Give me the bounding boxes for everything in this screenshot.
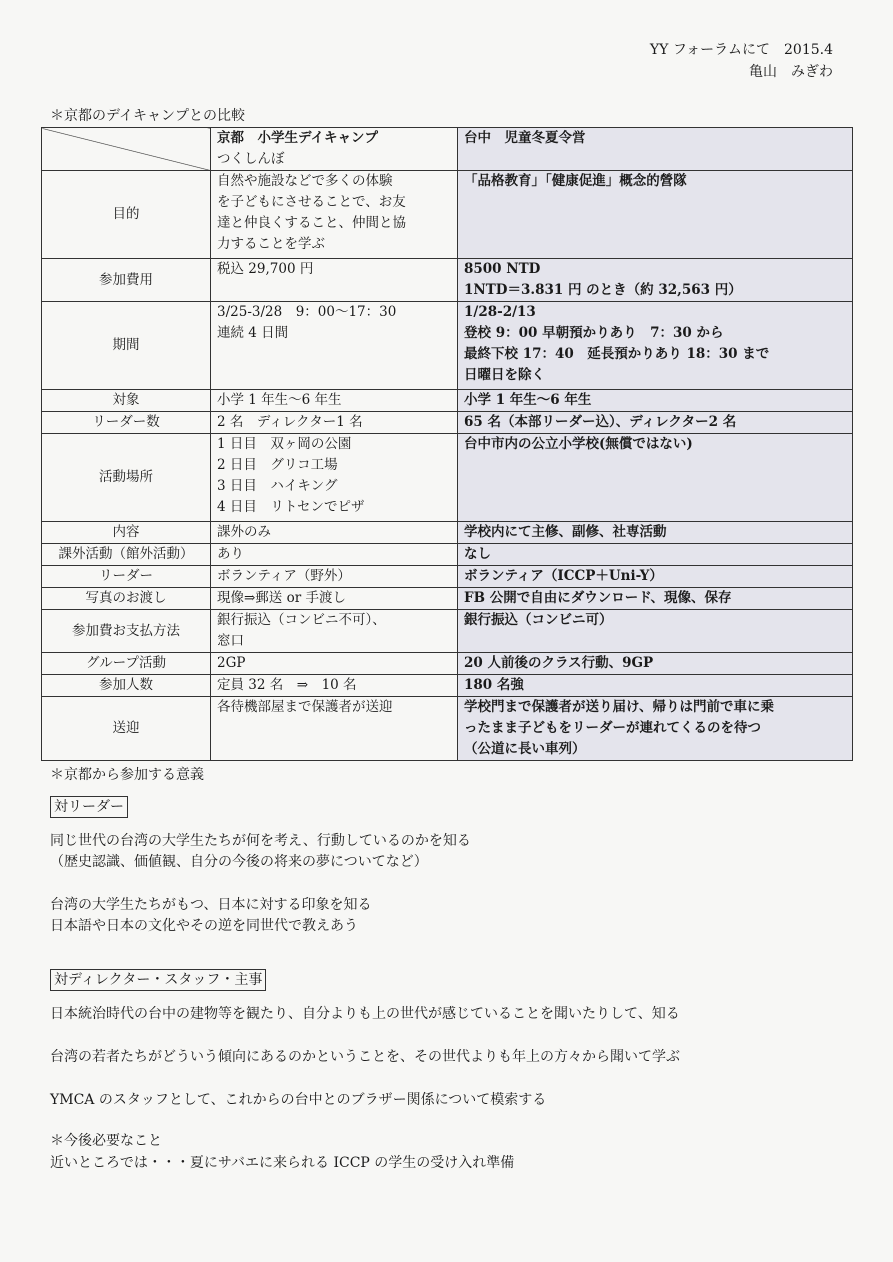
staff-heading: 対ディレクター・スタッフ・主事	[50, 969, 266, 991]
table-row	[42, 302, 853, 390]
taichung-cell	[458, 434, 853, 522]
staff-line: YMCA のスタッフとして、これからの台中とのブラザー関係について模索する	[50, 1092, 547, 1108]
cell-line: 登校 9：00 早朝預かりあり 7：30 から	[464, 325, 724, 341]
kyoto-cell	[211, 171, 458, 259]
cell-line: 20 人前後のクラス行動、9GP	[464, 655, 654, 671]
taichung-cell	[458, 610, 853, 653]
row-label: 送迎	[42, 697, 211, 761]
taichung-cell	[458, 544, 853, 566]
cell-line: 学校門まで保護者が送り届け、帰りは門前で車に乗	[464, 699, 774, 715]
cell-line: つくしんぼ	[217, 151, 285, 167]
cell-line: 京都 小学生デイキャンプ	[217, 130, 379, 146]
taichung-cell	[458, 697, 853, 761]
kyoto-cell	[211, 259, 458, 302]
kyoto-cell	[211, 522, 458, 544]
kyoto-cell	[211, 653, 458, 675]
kyoto-cell	[211, 697, 458, 761]
cell-line: 力することを学ぶ	[217, 236, 325, 252]
cell-line: 自然や施設などで多くの体験	[217, 173, 393, 189]
cell-line: 「品格教育」「健康促進」概念的營隊	[464, 173, 687, 189]
cell-line: 学校内にて主修、副修、社専活動	[464, 524, 667, 540]
cell-line: 銀行振込（コンビニ不可）、	[217, 612, 386, 628]
cell-line: なし	[464, 546, 491, 562]
table-row	[42, 610, 853, 653]
taichung-cell	[458, 653, 853, 675]
kyoto-cell	[211, 588, 458, 610]
table-row	[42, 390, 853, 412]
cell-line: 税込 29,700 円	[217, 261, 314, 277]
taichung-cell	[458, 412, 853, 434]
kyoto-cell	[211, 566, 458, 588]
table-row	[42, 412, 853, 434]
cell-line: 2GP	[217, 655, 246, 671]
row-label: 期間	[42, 302, 211, 390]
cell-line: 小学 1 年生〜6 年生	[464, 392, 592, 408]
table-row	[42, 588, 853, 610]
cell-line: 各待機部屋まで保護者が送迎	[217, 699, 393, 715]
kyoto-cell	[211, 610, 458, 653]
table-row	[42, 697, 853, 761]
cell-line: 3 日目 ハイキング	[217, 478, 338, 494]
kyoto-cell	[211, 390, 458, 412]
cell-line: 3/25-3/28 9：00〜17：30	[217, 304, 397, 320]
row-label: 写真のお渡し	[42, 588, 211, 610]
table-row	[42, 171, 853, 259]
staff-line: 台湾の若者たちがどういう傾向にあるのかということを、その世代よりも年上の方々から聞いて学ぶ	[50, 1049, 680, 1065]
cell-line: 現像⇒郵送 or 手渡し	[217, 590, 346, 606]
cell-line: 1 日目 双ヶ岡の公園	[217, 436, 352, 452]
table-row	[42, 675, 853, 697]
header-author: 亀山 みぎわ	[749, 64, 833, 80]
taichung-cell	[458, 522, 853, 544]
cell-line: 台中 児童冬夏令営	[464, 130, 586, 146]
cell-line: 台中市内の公立小学校(無償ではない)	[464, 436, 693, 452]
cell-line: 課外のみ	[217, 524, 271, 540]
cell-line: ったまま子どもをリーダーが連れてくるのを待つ	[464, 720, 761, 736]
row-label: グループ活動	[42, 653, 211, 675]
cell-line: 8500 NTD	[464, 261, 541, 277]
cell-line: ボランティア（野外）	[217, 568, 351, 584]
table-caption: ＊京都のデイキャンプとの比較	[50, 108, 246, 124]
cell-line: 1NTD＝3.831 円 のとき（約 32,563 円）	[464, 282, 742, 298]
row-label: 活動場所	[42, 434, 211, 522]
leader-line: （歴史認識、価値観、自分の今後の将来の夢についてなど）	[50, 854, 428, 870]
corner-cell	[42, 128, 211, 171]
kyoto-cell	[211, 302, 458, 390]
row-label: 参加費お支払方法	[42, 610, 211, 653]
row-label: 参加人数	[42, 675, 211, 697]
cell-line: 最終下校 17：40 延長預かりあり 18：30 まで	[464, 346, 770, 362]
taichung-cell	[458, 675, 853, 697]
cell-line: 連続 4 日間	[217, 325, 289, 341]
cell-line: 日曜日を除く	[464, 367, 545, 383]
taichung-cell	[458, 588, 853, 610]
row-label: 参加費用	[42, 259, 211, 302]
cell-line: 小学 1 年生〜6 年生	[217, 392, 342, 408]
leader-line: 台湾の大学生たちがもつ、日本に対する印象を知る	[50, 897, 372, 913]
taichung-cell	[458, 171, 853, 259]
row-label: リーダー	[42, 566, 211, 588]
cell-line: 2 日目 グリコ工場	[217, 457, 338, 473]
cell-line: 180 名強	[464, 677, 524, 693]
staff-line: 日本統治時代の台中の建物等を観たり、自分よりも上の世代が感じていることを聞いたりして、知る	[50, 1006, 680, 1022]
cell-line: 達と仲良くすること、仲間と協	[217, 215, 406, 231]
cell-line: 65 名（本部リーダー込）、ディレクター2 名	[464, 414, 737, 430]
table-row	[42, 434, 853, 522]
cell-line: 窓口	[217, 633, 244, 649]
table-header-row	[42, 128, 853, 171]
cell-line: 4 日目 リトセンでピザ	[217, 499, 365, 515]
kyoto-cell	[211, 412, 458, 434]
kyoto-cell	[211, 434, 458, 522]
row-label: 課外活動（館外活動）	[42, 544, 211, 566]
header-forum-date: YY フォーラムにて 2015.4	[649, 42, 833, 58]
comparison-table	[41, 127, 853, 761]
future-line: 近いところでは・・・夏にサバエに来られる ICCP の学生の受け入れ準備	[50, 1155, 515, 1171]
table-row	[42, 522, 853, 544]
section-caption: ＊京都から参加する意義	[50, 767, 204, 783]
leader-line: 同じ世代の台湾の大学生たちが何を考え、行動しているのかを知る	[50, 833, 471, 849]
row-label: 目的	[42, 171, 211, 259]
table-row	[42, 259, 853, 302]
table-row	[42, 544, 853, 566]
leader-line: 日本語や日本の文化やその逆を同世代で教えあう	[50, 918, 358, 934]
table-row	[42, 653, 853, 675]
leader-heading: 対リーダー	[50, 796, 128, 818]
header-kyoto	[211, 128, 458, 171]
cell-line: 1/28-2/13	[464, 304, 536, 320]
cell-line: あり	[217, 546, 244, 562]
row-label: 対象	[42, 390, 211, 412]
cell-line: 2 名 ディレクター1 名	[217, 414, 363, 430]
cell-line: FB 公開で自由にダウンロード、現像、保存	[464, 590, 732, 606]
taichung-cell	[458, 302, 853, 390]
kyoto-cell	[211, 675, 458, 697]
header-taichung	[458, 128, 853, 171]
future-heading: ＊今後必要なこと	[50, 1133, 162, 1149]
taichung-cell	[458, 566, 853, 588]
kyoto-cell	[211, 544, 458, 566]
cell-line: 定員 32 名 ⇒ 10 名	[217, 677, 357, 693]
row-label: 内容	[42, 522, 211, 544]
cell-line: （公道に長い車列）	[464, 741, 586, 757]
taichung-cell	[458, 390, 853, 412]
table-row	[42, 566, 853, 588]
cell-line: 銀行振込（コンビニ可）	[464, 612, 613, 628]
cell-line: ボランティア（ICCP＋Uni-Y）	[464, 568, 663, 584]
taichung-cell	[458, 259, 853, 302]
cell-line: を子どもにさせることで、お友	[217, 194, 406, 210]
row-label: リーダー数	[42, 412, 211, 434]
